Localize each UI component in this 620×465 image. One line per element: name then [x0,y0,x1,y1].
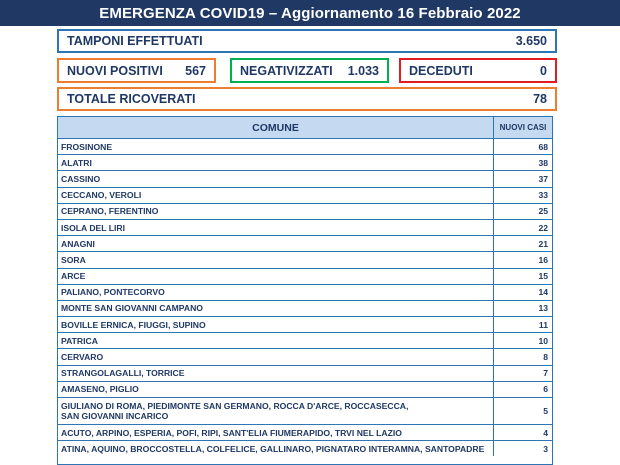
table-row [58,155,552,171]
table-row [58,425,552,441]
nuovi-casi-cell: 33 [494,187,553,203]
nuovi-casi-cell: 11 [494,317,553,333]
deceduti-box [399,58,557,83]
table-row [58,236,552,252]
table-row [58,317,552,333]
negativizzati-value: 1.033 [347,63,379,78]
deceduti-value: 0 [540,63,547,78]
nuovi-casi-cell: 8 [494,349,553,365]
table-row [58,349,552,365]
nuovi-casi-cell: 37 [494,171,553,187]
nuovi-casi-cell: 25 [494,203,553,219]
comune-cell: ISOLA DEL LIRI [58,219,494,235]
positivi-label: NUOVI POSITIVI [67,63,163,78]
nuovi-positivi-box [57,58,216,83]
comune-cell: CECCANO, VEROLI [58,187,494,203]
nuovi-casi-cell: 38 [494,155,553,171]
table-row [58,203,552,219]
totale-ricoverati-box [57,87,557,111]
table-row [58,139,552,155]
comune-cell: MONTE SAN GIOVANNI CAMPANO [58,300,494,316]
nuovi-casi-cell: 13 [494,300,553,316]
table-row [58,219,552,235]
nuovi-casi-cell: 22 [494,219,553,235]
page-title-banner [0,0,620,26]
nuovi-casi-cell: 21 [494,236,553,252]
tamponi-value: 3.650 [515,34,547,48]
comune-cell: BOVILLE ERNICA, FIUGGI, SUPINO [58,317,494,333]
comune-cell: PATRICA [58,333,494,349]
tamponi-label: TAMPONI EFFETTUATI [67,34,203,48]
page-title: EMERGENZA COVID19 – Aggiornamento 16 Febbraio 2022 [99,4,521,22]
table-row [58,365,552,381]
comune-cell: ATINA, AQUINO, BROCCOSTELLA, COLFELICE, GALLINARO, PIGNATARO INTERAMNA, SANTOPADRE [58,441,494,457]
tamponi-effettuati-box [57,29,557,53]
nuovi-casi-cell: 10 [494,333,553,349]
nuovi-casi-cell: 3 [494,441,553,457]
table-row [58,300,552,316]
nuovi-casi-cell: 5 [494,398,553,425]
comuni-table [58,117,552,456]
comune-cell: ACUTO, ARPINO, ESPERIA, POFI, RIPI, SANT'ELIA FIUMERAPIDO, TRVI NEL LAZIO [58,425,494,441]
positivi-value: 567 [185,63,206,78]
column-header-nuovi-casi: NUOVI CASI [494,117,553,139]
negativizzati-label: NEGATIVIZZATI [240,63,333,78]
comune-cell: STRANGOLAGALLI, TORRICE [58,365,494,381]
comune-cell: FROSINONE [58,139,494,155]
comune-cell: CEPRANO, FERENTINO [58,203,494,219]
table-body [58,139,552,457]
column-header-comune: COMUNE [58,117,494,139]
nuovi-casi-cell: 7 [494,365,553,381]
comune-cell: ANAGNI [58,236,494,252]
table-row [58,381,552,397]
table-row [58,333,552,349]
table-row [58,441,552,457]
table-row [58,187,552,203]
nuovi-casi-cell: 4 [494,425,553,441]
comune-cell: GIULIANO DI ROMA, PIEDIMONTE SAN GERMANO, ROCCA D'ARCE, ROCCASECCA, SAN GIOVANNI INCARICO [58,398,494,425]
comune-cell: ALATRI [58,155,494,171]
nuovi-casi-cell: 16 [494,252,553,268]
table-row [58,284,552,300]
nuovi-casi-cell: 14 [494,284,553,300]
comune-cell: CASSINO [58,171,494,187]
table-row [58,398,552,425]
table-row [58,171,552,187]
ricoverati-label: TOTALE RICOVERATI [67,92,196,106]
comune-cell: CERVARO [58,349,494,365]
table-row [58,252,552,268]
nuovi-casi-cell: 6 [494,381,553,397]
comuni-table-container [57,116,553,465]
comune-cell: PALIANO, PONTECORVO [58,284,494,300]
nuovi-casi-cell: 15 [494,268,553,284]
comune-cell: ARCE [58,268,494,284]
negativizzati-box [230,58,389,83]
ricoverati-value: 78 [533,92,547,106]
nuovi-casi-cell: 68 [538,141,548,152]
deceduti-label: DECEDUTI [409,63,473,78]
table-row [58,268,552,284]
comune-cell: AMASENO, PIGLIO [58,381,494,397]
comune-cell: SORA [58,252,494,268]
table-header-row [58,117,552,139]
